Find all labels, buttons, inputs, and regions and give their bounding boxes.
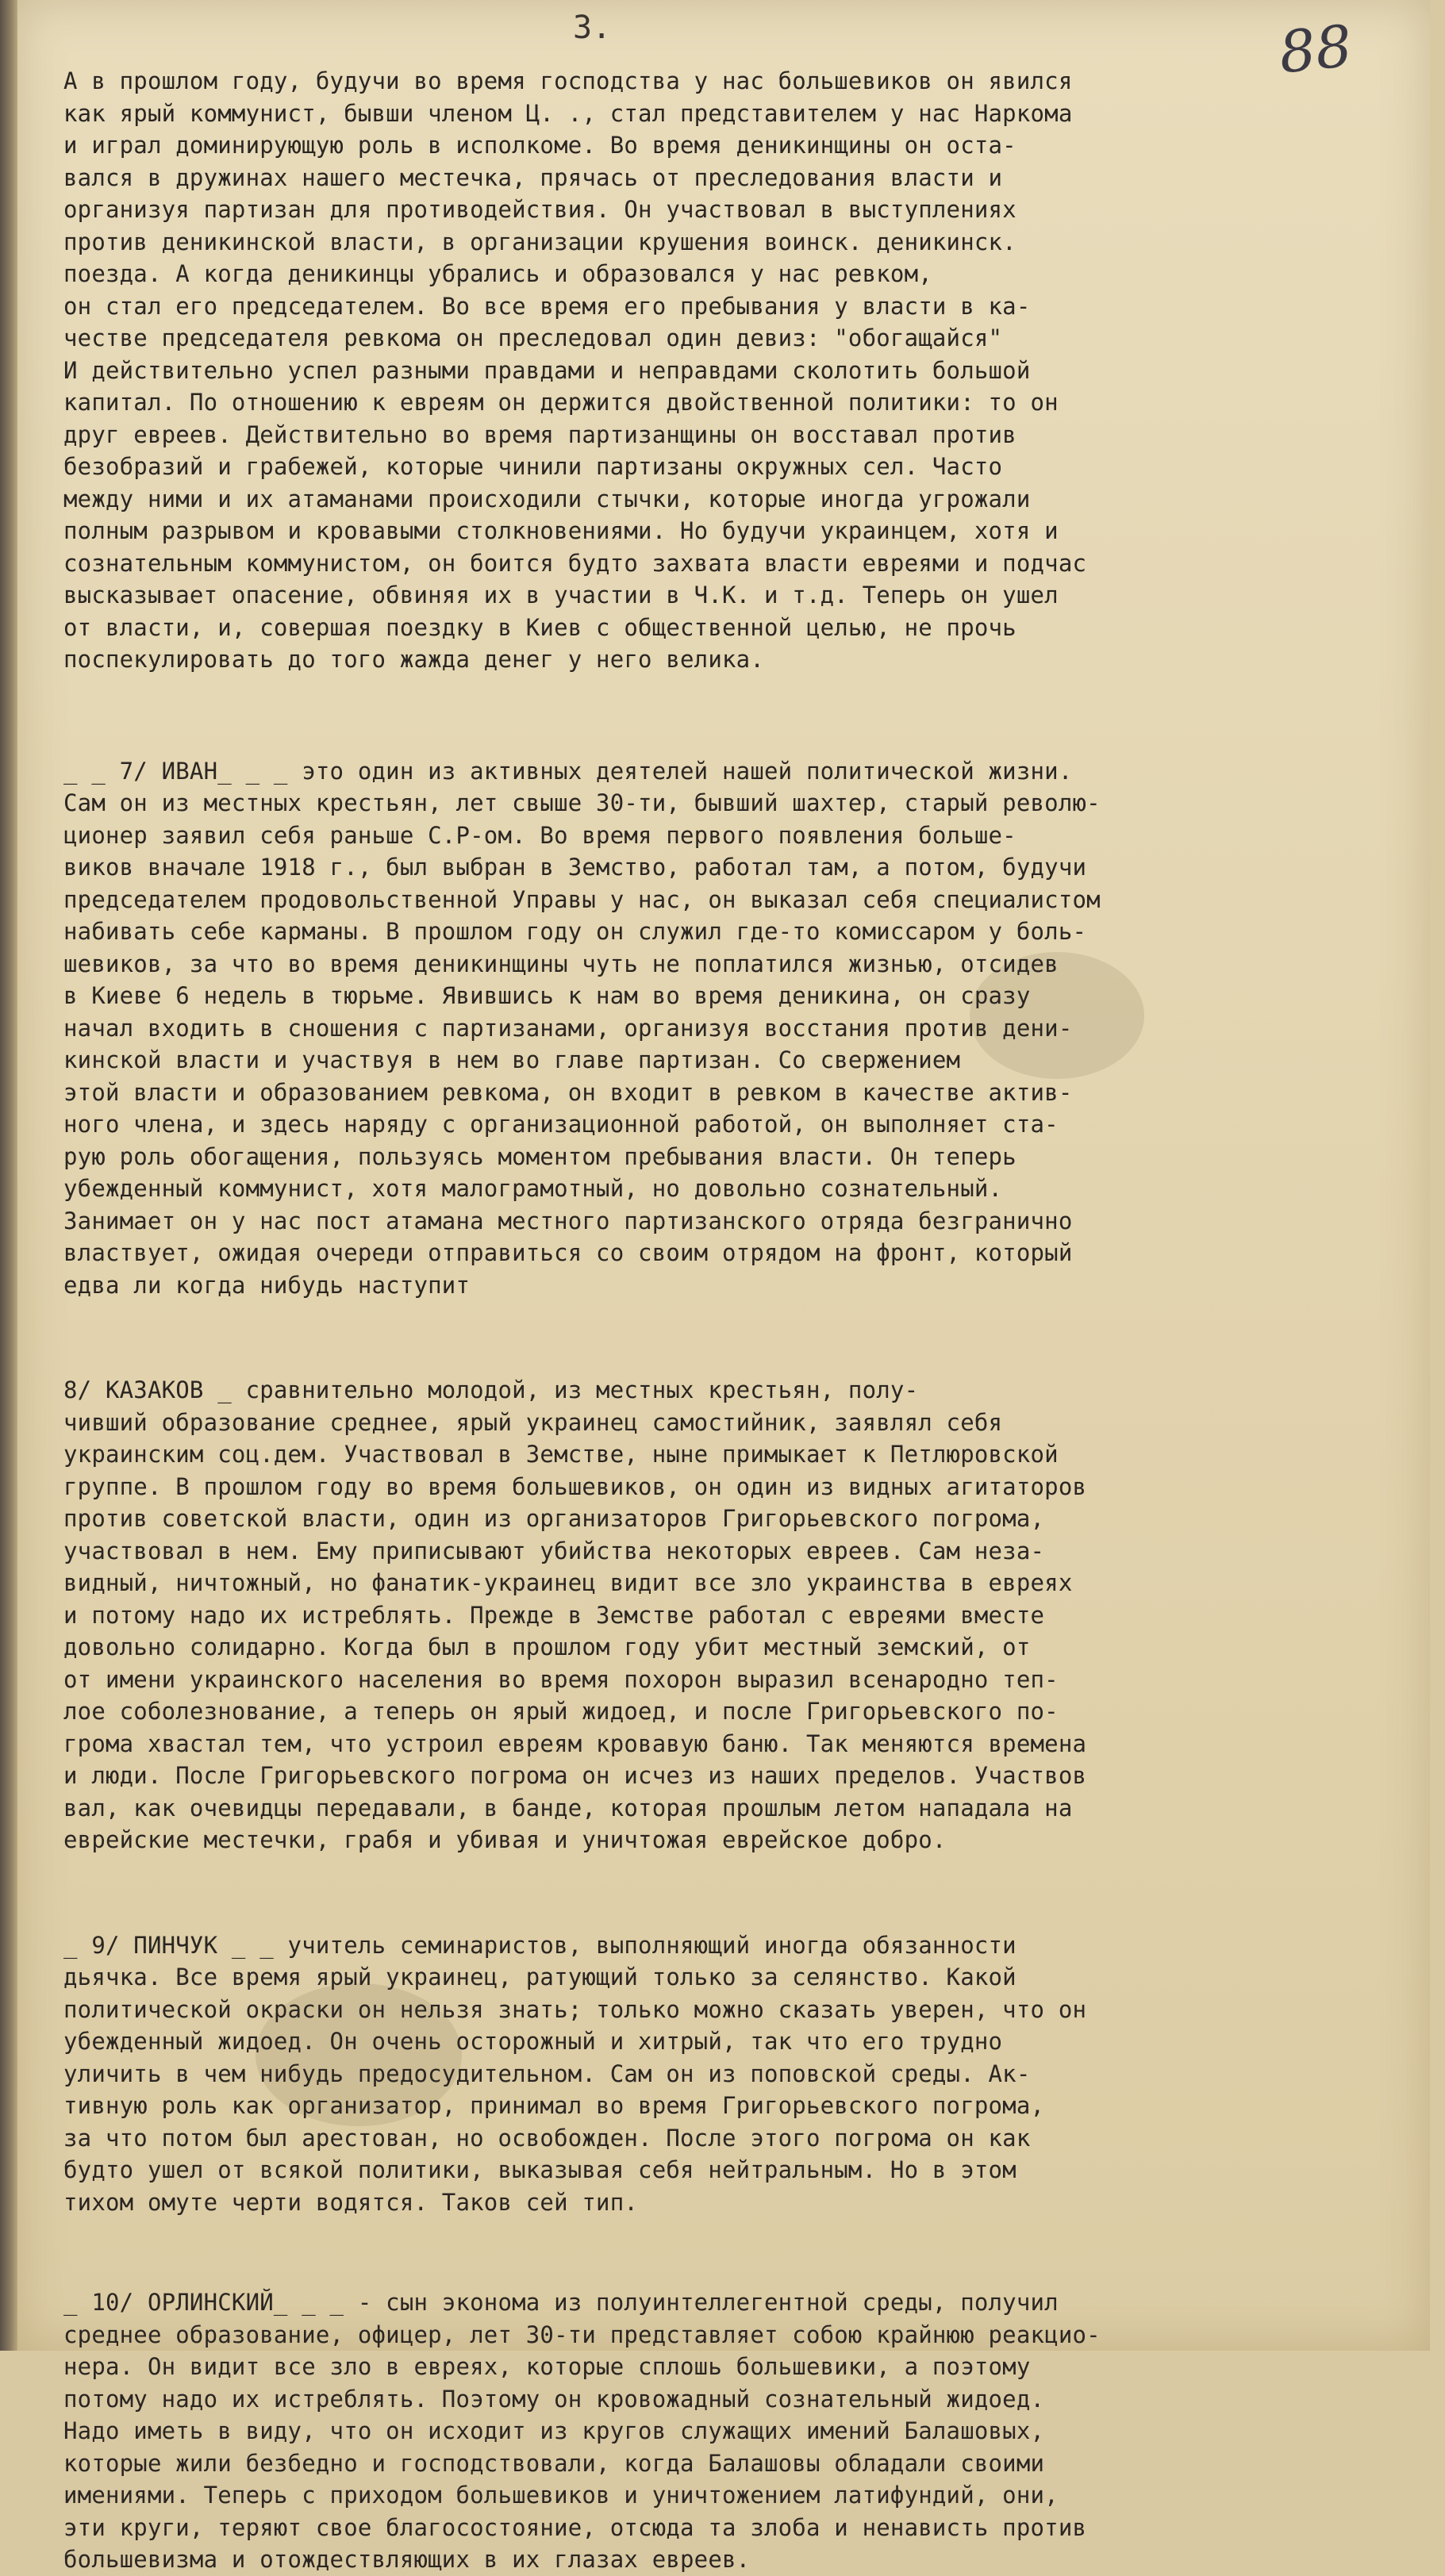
text-line: грома хвастал тем, что устроил евреям кровавую баню. Так меняются времена — [63, 1729, 1087, 1757]
document-page — [17, 0, 1430, 2573]
text-line: полным разрывом и кровавыми столкновениями. Но будучи украинцем, хотя и — [63, 517, 1059, 544]
text-line: потому надо их истреблять. Поэтому он кровожадный сознательный жидоед. — [63, 2385, 1045, 2413]
paragraph — [63, 1374, 1405, 1856]
text-line: тивную роль как организатор, принимал во время Григорьевского погрома, — [63, 2092, 1045, 2119]
text-line: честве председателя ревкома он преследовал один девиз: "обогащайся" — [63, 324, 1003, 351]
text-line: и потому надо их истреблять. Прежде в Земстве работал с евреями вместе — [63, 1601, 1045, 1629]
paragraph-gap — [63, 2218, 1405, 2286]
text-line: вал, как очевидцы передавали, в банде, которая прошлым летом нападала на — [63, 1794, 1073, 1822]
text-line: виков вначале 1918 г., был выбран в Земство, работал там, а потом, будучи — [63, 854, 1087, 881]
text-line: кинской власти и участвуя в нем во главе партизан. Со свержением — [63, 1046, 961, 1073]
text-line: еврейские местечки, грабя и убивая и уничтожая еврейское добро. — [63, 1826, 947, 1853]
text-line: едва ли когда нибудь наступит — [63, 1271, 471, 1299]
text-line: поезда. А когда деникинцы убрались и образовался у нас ревком, — [63, 260, 932, 287]
text-line: _ 9/ ПИНЧУК _ _ учитель семинаристов, выполняющий иногда обязанности — [63, 1931, 1016, 1959]
text-line: нера. Он видит все зло в евреях, которые сплошь большевики, а поэтому — [63, 2353, 1031, 2380]
text-line: уличить в чем нибудь предосудительном. Сам он из поповской среды. Ак- — [63, 2060, 1031, 2087]
text-line: властвует, ожидая очереди отправиться со своим отрядом на фронт, который — [63, 1239, 1073, 1266]
text-line: лое соболезнование, а теперь он ярый жидоед, и после Григорьевского по- — [63, 1698, 1059, 1725]
text-line: между ними и их атаманами происходили стычки, которые иногда угрожали — [63, 485, 1031, 513]
paragraph — [63, 1929, 1405, 2219]
text-line: которые жили безбедно и господствовали, когда Балашовы обладали своими — [63, 2449, 1045, 2477]
paragraph — [63, 2286, 1405, 2576]
text-line: сознательным коммунистом, он боится будто захвата власти евреями и подчас — [63, 549, 1087, 577]
text-line: поспекулировать до того жажда денег у него велика. — [63, 646, 764, 673]
text-line: этой власти и образованием ревкома, он входит в ревком в качестве актив- — [63, 1078, 1073, 1106]
text-line: высказывает опасение, обвиняя их в участии в Ч.К. и т.д. Теперь он ушел — [63, 582, 1059, 608]
text-line: как ярый коммунист, бывши членом Ц. ., стал представителем у нас Наркома — [63, 99, 1073, 127]
text-line: против деникинской власти, в организации крушения воинск. деникинск. — [63, 228, 1016, 255]
text-line: группе. В прошлом году во время большевиков, он один из видных агитаторов — [63, 1472, 1087, 1500]
text-line: ционер заявил себя раньше С.Р-ом. Во время первого появления больше- — [63, 821, 1016, 849]
text-line: он стал его председателем. Во все время его пребывания у власти в ка- — [63, 292, 1031, 320]
text-line: имениями. Теперь с приходом большевиков и уничтожением латифундий, они, — [63, 2482, 1059, 2509]
paragraph — [63, 65, 1405, 676]
text-line: _ _ 7/ ИВАН_ _ _ это один из активных деятелей нашей политической жизни. — [63, 757, 1073, 785]
text-line: убежденный коммунист, хотя малограмотный, но довольно сознательный. — [63, 1175, 1003, 1202]
text-line: дьячка. Все время ярый украинец, ратующий только за селянство. Какой — [63, 1964, 1016, 1991]
text-line: набивать себе карманы. В прошлом году он служил где-то комиссаром у боль- — [63, 918, 1087, 945]
text-line: Сам он из местных крестьян, лет свыше 30-ти, бывший шахтер, старый револю- — [63, 789, 1101, 816]
text-line: организуя партизан для противодействия. Он участвовал в выступлениях — [63, 196, 1016, 223]
text-line: рую роль обогащения, пользуясь моментом пребывания власти. Он теперь — [63, 1142, 1016, 1170]
text-line: и люди. После Григорьевского погрома он исчез из наших пределов. Участвов — [63, 1762, 1087, 1789]
paragraph-gap — [63, 1301, 1405, 1374]
text-line: ного члена, и здесь наряду с организационной работой, он выполняет ста- — [63, 1111, 1059, 1138]
text-line: капитал. По отношению к евреям он держится двойственной политики: то он — [63, 389, 1059, 416]
paragraph — [63, 755, 1405, 1302]
text-line: видный, ничтожный, но фанатик-украинец видит все зло украинства в евреях — [63, 1569, 1073, 1596]
text-line: эти круги, теряют свое благосостояние, отсюда та злоба и ненависть против — [63, 2513, 1087, 2541]
text-line: убежденный жидоед. Он очень осторожный и хитрый, так что его трудно — [63, 2028, 1003, 2055]
text-line: А в прошлом году, будучи во время господства у нас большевиков он явился — [63, 67, 1073, 94]
text-line: среднее образование, офицер, лет 30-ти представляет собою крайнюю реакцио- — [63, 2321, 1101, 2348]
text-line: украинским соц.дем. Участвовал в Земстве, ныне примыкает к Петлюровской — [63, 1441, 1059, 1468]
paragraph-gap — [63, 676, 1405, 755]
text-line: председателем продовольственной Управы у нас, он выказал себя специалистом — [63, 885, 1101, 913]
text-line: тихом омуте черти водятся. Таков сей тип. — [63, 2188, 639, 2216]
text-line: большевизма и отождествляющих в их глазах евреев. — [63, 2546, 751, 2573]
text-line: участвовал в нем. Ему приписывают убийства некоторых евреев. Сам неза- — [63, 1537, 1045, 1564]
text-line: довольно солидарно. Когда был в прошлом году убит местный земский, от — [63, 1634, 1031, 1660]
text-line: вался в дружинах нашего местечка, прячась от преследования власти и — [63, 163, 1003, 191]
text-line: И действительно успел разными правдами и неправдами сколотить большой — [63, 356, 1031, 384]
text-line: и играл доминирующую роль в исполкоме. Во время деникинщины он оста- — [63, 132, 1016, 159]
text-line: шевиков, за что во время деникинщины чуть не поплатился жизнью, отсидев — [63, 950, 1059, 977]
text-line: начал входить в сношения с партизанами, организуя восстания против дени- — [63, 1014, 1073, 1042]
text-line: за что потом был арестован, но освобожден. После этого погрома он как — [63, 2124, 1031, 2152]
page-number: 3. — [573, 10, 612, 46]
text-line: от власти, и, совершая поездку в Киев с общественной целью, не прочь — [63, 613, 1016, 641]
text-line: 8/ КАЗАКОВ _ сравнительно молодой, из местных крестьян, полу- — [63, 1376, 919, 1403]
text-line: будто ушел от всякой политики, выказывая себя нейтральным. Но в этом — [63, 2156, 1016, 2183]
text-line: политической окраски он нельзя знать; только можно сказать уверен, что он — [63, 1995, 1087, 2023]
text-line: чивший образование среднее, ярый украинец самостийник, заявлял себя — [63, 1408, 1003, 1436]
text-line: Занимает он у нас пост атамана местного партизанского отряда безгранично — [63, 1207, 1073, 1234]
text-line: от имени украинского населения во время похорон выразил всенародно теп- — [63, 1665, 1059, 1693]
paragraph-gap — [63, 1856, 1405, 1929]
binding-strip — [0, 0, 17, 2351]
archive-folio-number: 88 — [1275, 12, 1355, 86]
typewritten-body — [63, 65, 1405, 2576]
text-line: _ 10/ ОРЛИНСКИЙ_ _ _ - сын эконома из полуинтеллегентной среды, получил — [63, 2289, 1059, 2316]
text-line: безобразий и грабежей, которые чинили партизаны окружных сел. Часто — [63, 453, 1003, 480]
text-line: в Киеве 6 недель в тюрьме. Явившись к нам во время деникина, он сразу — [63, 982, 1031, 1009]
text-line: Надо иметь в виду, что он исходит из кругов служащих имений Балашовых, — [63, 2417, 1045, 2444]
text-line: друг евреев. Действительно во время партизанщины он восставал против — [63, 420, 1016, 448]
text-line: против советской власти, один из организаторов Григорьевского погрома, — [63, 1505, 1045, 1532]
